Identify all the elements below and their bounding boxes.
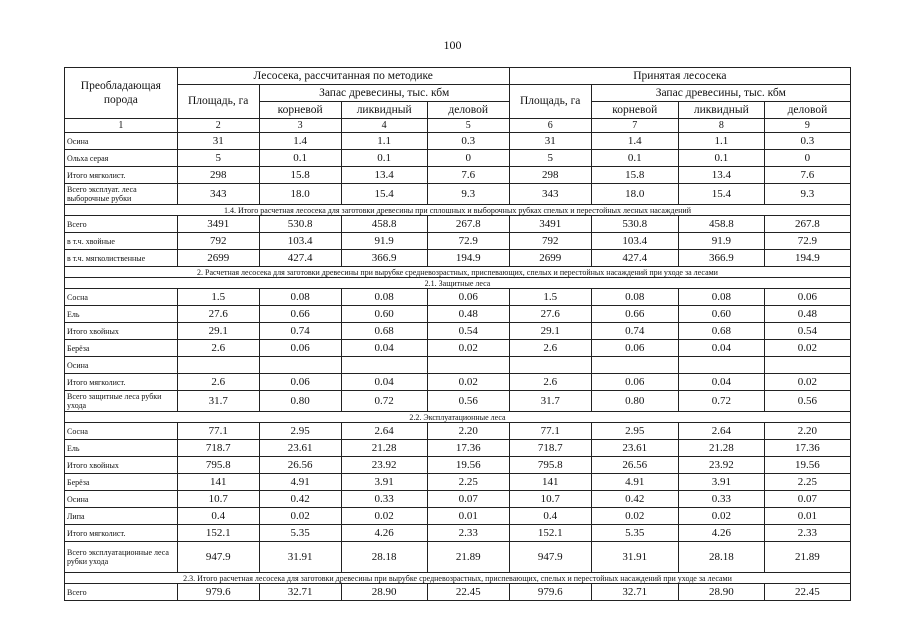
- table-row: [65, 250, 851, 267]
- row-label: в т.ч. хвойные: [65, 233, 178, 250]
- table-cell: 2.64: [678, 423, 764, 440]
- table-cell: 298: [509, 167, 591, 184]
- table-cell: 0.01: [764, 508, 850, 525]
- section-row: [65, 278, 851, 289]
- row-label: Всего эксплуат. леса выборочные рубки: [65, 184, 178, 205]
- table-cell: 9.3: [764, 184, 850, 205]
- table-cell: 0.07: [764, 491, 850, 508]
- column-number: 6: [509, 119, 591, 133]
- table-cell: 458.8: [678, 216, 764, 233]
- row-label: Осина: [65, 491, 178, 508]
- table-cell: 18.0: [591, 184, 678, 205]
- table-cell: 0.72: [678, 391, 764, 412]
- table-row: [65, 306, 851, 323]
- table-cell: 0.02: [678, 508, 764, 525]
- table-cell: 1.4: [259, 133, 341, 150]
- table-cell: 530.8: [591, 216, 678, 233]
- table-cell: 0.74: [259, 323, 341, 340]
- table-row: [65, 357, 851, 374]
- table-row: [65, 167, 851, 184]
- table-row: [65, 133, 851, 150]
- table-cell: [341, 357, 427, 374]
- table-row: [65, 391, 851, 412]
- table-cell: 1.4: [591, 133, 678, 150]
- page-number: 100: [443, 38, 462, 52]
- table-cell: 0.06: [427, 289, 509, 306]
- table-cell: 3491: [509, 216, 591, 233]
- table-cell: 0.02: [591, 508, 678, 525]
- table-cell: 0.4: [177, 508, 259, 525]
- row-label: Ель: [65, 306, 178, 323]
- table-cell: 2.64: [341, 423, 427, 440]
- table-cell: 0.04: [678, 340, 764, 357]
- row-label: Всего защитные леса рубки ухода: [65, 391, 178, 412]
- row-label: Ольха серая: [65, 150, 178, 167]
- header-business-calc: деловой: [427, 102, 509, 119]
- table-cell: 32.71: [259, 584, 341, 601]
- table-cell: 0.07: [427, 491, 509, 508]
- table-cell: 298: [177, 167, 259, 184]
- table-cell: 2699: [509, 250, 591, 267]
- table-cell: 0.60: [678, 306, 764, 323]
- row-label: Итого хвойных: [65, 457, 178, 474]
- table-cell: 343: [177, 184, 259, 205]
- table-cell: 4.91: [591, 474, 678, 491]
- header-liquid-accepted: ликвидный: [678, 102, 764, 119]
- table-cell: 3.91: [678, 474, 764, 491]
- table-cell: 0.68: [678, 323, 764, 340]
- section-title: 2.2. Эксплуатационные леса: [65, 412, 851, 423]
- row-label: Всего: [65, 584, 178, 601]
- table-cell: 15.4: [341, 184, 427, 205]
- table-cell: 0.1: [341, 150, 427, 167]
- row-label: Берёза: [65, 474, 178, 491]
- table-cell: 13.4: [678, 167, 764, 184]
- table-cell: 0.48: [427, 306, 509, 323]
- table-row: [65, 542, 851, 573]
- table-cell: 947.9: [177, 542, 259, 573]
- table-cell: 4.26: [341, 525, 427, 542]
- table-row: [65, 474, 851, 491]
- table-row: [65, 340, 851, 357]
- table-cell: 0.80: [591, 391, 678, 412]
- table-cell: 718.7: [509, 440, 591, 457]
- table-cell: 979.6: [509, 584, 591, 601]
- table-cell: 795.8: [509, 457, 591, 474]
- table-cell: 0.33: [341, 491, 427, 508]
- column-number: 1: [65, 119, 178, 133]
- table-cell: 0: [764, 150, 850, 167]
- table-cell: 0.01: [427, 508, 509, 525]
- table-cell: 0.02: [427, 374, 509, 391]
- table-cell: 31: [509, 133, 591, 150]
- table-cell: 2.25: [427, 474, 509, 491]
- row-label: Всего: [65, 216, 178, 233]
- table-cell: 21.28: [341, 440, 427, 457]
- table-cell: 17.36: [764, 440, 850, 457]
- table-cell: 0.74: [591, 323, 678, 340]
- table-cell: 792: [509, 233, 591, 250]
- column-number: 8: [678, 119, 764, 133]
- table-cell: 0.08: [341, 289, 427, 306]
- table-cell: 0.42: [591, 491, 678, 508]
- table-cell: 19.56: [764, 457, 850, 474]
- table-cell: 26.56: [259, 457, 341, 474]
- table-cell: [764, 357, 850, 374]
- table-cell: 343: [509, 184, 591, 205]
- table-cell: 22.45: [427, 584, 509, 601]
- header-root-calc: корневой: [259, 102, 341, 119]
- table-cell: 28.90: [341, 584, 427, 601]
- section-title: 1.4. Итого расчетная лесосека для заготовки древесины при сплошных и выборочных рубках спелых и перестойных лесных насаждений: [65, 205, 851, 216]
- table-cell: 0.02: [427, 340, 509, 357]
- table-cell: 0.04: [678, 374, 764, 391]
- column-number: 5: [427, 119, 509, 133]
- table-cell: 23.61: [591, 440, 678, 457]
- table-cell: 5.35: [591, 525, 678, 542]
- table-cell: 0.72: [341, 391, 427, 412]
- table-cell: 29.1: [509, 323, 591, 340]
- table-cell: 31.7: [509, 391, 591, 412]
- table-cell: 0.66: [259, 306, 341, 323]
- table-cell: 1.1: [678, 133, 764, 150]
- table-cell: 1.5: [509, 289, 591, 306]
- table-cell: 15.8: [591, 167, 678, 184]
- table-row: [65, 289, 851, 306]
- table-cell: 2.25: [764, 474, 850, 491]
- table-cell: 0.4: [509, 508, 591, 525]
- table-cell: 28.18: [341, 542, 427, 573]
- section-row: [65, 412, 851, 423]
- table-cell: 31.91: [259, 542, 341, 573]
- table-cell: 530.8: [259, 216, 341, 233]
- table-cell: 0.56: [427, 391, 509, 412]
- table-cell: 77.1: [177, 423, 259, 440]
- table-cell: 32.71: [591, 584, 678, 601]
- header-stock-accepted: Запас древесины, тыс. кбм: [591, 85, 850, 102]
- row-label: Берёза: [65, 340, 178, 357]
- table-cell: 0.3: [427, 133, 509, 150]
- table-cell: [259, 357, 341, 374]
- table-cell: 103.4: [591, 233, 678, 250]
- table-cell: 0.06: [259, 374, 341, 391]
- section-title: 2.1. Защитные леса: [65, 278, 851, 289]
- table-cell: 1.5: [177, 289, 259, 306]
- table-cell: 427.4: [591, 250, 678, 267]
- table-cell: 15.8: [259, 167, 341, 184]
- table-cell: 0.02: [764, 340, 850, 357]
- table-cell: 718.7: [177, 440, 259, 457]
- table-cell: 5.35: [259, 525, 341, 542]
- table-cell: 4.26: [678, 525, 764, 542]
- table-row: [65, 374, 851, 391]
- table-cell: 141: [177, 474, 259, 491]
- table-cell: 2.6: [509, 374, 591, 391]
- table-cell: [509, 357, 591, 374]
- table-cell: 0.06: [591, 340, 678, 357]
- table-cell: 4.91: [259, 474, 341, 491]
- table-row: [65, 423, 851, 440]
- table-cell: 9.3: [427, 184, 509, 205]
- table-cell: 0.3: [764, 133, 850, 150]
- table-cell: 29.1: [177, 323, 259, 340]
- table-cell: 0.80: [259, 391, 341, 412]
- table-cell: 21.28: [678, 440, 764, 457]
- column-number-row: [65, 119, 851, 133]
- table-cell: 10.7: [509, 491, 591, 508]
- table-cell: 152.1: [177, 525, 259, 542]
- table-cell: 0.02: [259, 508, 341, 525]
- table-cell: 1.1: [341, 133, 427, 150]
- row-label: в т.ч. мягколиственные: [65, 250, 178, 267]
- table-cell: 31.91: [591, 542, 678, 573]
- table-cell: 27.6: [177, 306, 259, 323]
- column-number: 2: [177, 119, 259, 133]
- column-number: 3: [259, 119, 341, 133]
- table-cell: 17.36: [427, 440, 509, 457]
- table-cell: 152.1: [509, 525, 591, 542]
- header-accepted-cut: Принятая лесосека: [509, 68, 850, 85]
- table-cell: 103.4: [259, 233, 341, 250]
- table-cell: 947.9: [509, 542, 591, 573]
- row-label: Итого мягколист.: [65, 525, 178, 542]
- table-cell: 0.06: [764, 289, 850, 306]
- table-cell: 0.06: [259, 340, 341, 357]
- table-cell: 3.91: [341, 474, 427, 491]
- table-cell: 23.61: [259, 440, 341, 457]
- table-cell: 366.9: [341, 250, 427, 267]
- table-cell: 0.68: [341, 323, 427, 340]
- table-row: [65, 440, 851, 457]
- table-cell: 21.89: [764, 542, 850, 573]
- table-cell: 23.92: [678, 457, 764, 474]
- table-row: [65, 323, 851, 340]
- table-cell: 26.56: [591, 457, 678, 474]
- row-label: Сосна: [65, 289, 178, 306]
- table-row: [65, 525, 851, 542]
- table-row: [65, 216, 851, 233]
- table-cell: [427, 357, 509, 374]
- table-cell: 2.95: [591, 423, 678, 440]
- table-cell: 0.02: [341, 508, 427, 525]
- table-row: [65, 184, 851, 205]
- section-row: [65, 267, 851, 278]
- header-business-accepted: деловой: [764, 102, 850, 119]
- table-cell: [591, 357, 678, 374]
- table-cell: [177, 357, 259, 374]
- table-cell: 427.4: [259, 250, 341, 267]
- table-cell: 0.04: [341, 340, 427, 357]
- row-label: Осина: [65, 357, 178, 374]
- table-cell: 0.33: [678, 491, 764, 508]
- header-liquid-calc: ликвидный: [341, 102, 427, 119]
- header-species: Преобладающая порода: [65, 68, 178, 119]
- table-cell: 0.1: [259, 150, 341, 167]
- table-cell: 72.9: [764, 233, 850, 250]
- table-cell: 141: [509, 474, 591, 491]
- table-cell: 5: [509, 150, 591, 167]
- table-cell: 0.1: [678, 150, 764, 167]
- table-cell: 194.9: [764, 250, 850, 267]
- table-cell: 77.1: [509, 423, 591, 440]
- table-cell: 2.95: [259, 423, 341, 440]
- table-cell: 15.4: [678, 184, 764, 205]
- header-stock-calc: Запас древесины, тыс. кбм: [259, 85, 509, 102]
- header-calculated-cut: Лесосека, рассчитанная по методике: [177, 68, 509, 85]
- table-cell: 0.60: [341, 306, 427, 323]
- section-row: [65, 205, 851, 216]
- table-cell: 267.8: [764, 216, 850, 233]
- section-title: 2. Расчетная лесосека для заготовки древесины при вырубке средневозрастных, приспевающих, спелых и перестойных насаждений при уходе за лесами: [65, 267, 851, 278]
- table-cell: 31.7: [177, 391, 259, 412]
- table-cell: 0.08: [591, 289, 678, 306]
- header-root-accepted: корневой: [591, 102, 678, 119]
- table-cell: [678, 357, 764, 374]
- header-area-accepted: Площадь, га: [509, 85, 591, 119]
- table-cell: 2.6: [509, 340, 591, 357]
- table-row: [65, 584, 851, 601]
- table-cell: 0.08: [678, 289, 764, 306]
- table-cell: 2.6: [177, 340, 259, 357]
- table-cell: 7.6: [764, 167, 850, 184]
- row-label: Сосна: [65, 423, 178, 440]
- section-row: [65, 573, 851, 584]
- table-cell: 0.56: [764, 391, 850, 412]
- allowable-cut-table: [64, 67, 851, 601]
- row-label: Итого мягколист.: [65, 167, 178, 184]
- table-cell: 23.92: [341, 457, 427, 474]
- table-cell: 0.42: [259, 491, 341, 508]
- column-number: 4: [341, 119, 427, 133]
- table-cell: 0: [427, 150, 509, 167]
- table-cell: 267.8: [427, 216, 509, 233]
- table-cell: 10.7: [177, 491, 259, 508]
- column-number: 9: [764, 119, 850, 133]
- row-label: Итого мягколист.: [65, 374, 178, 391]
- section-title: 2.3. Итого расчетная лесосека для заготовки древесины при вырубке средневозрастных, приспевающих, спелых и перестойных насаждений при уходе за лесами: [65, 573, 851, 584]
- table-cell: 979.6: [177, 584, 259, 601]
- row-label: Итого хвойных: [65, 323, 178, 340]
- table-cell: 91.9: [678, 233, 764, 250]
- table-cell: 0.66: [591, 306, 678, 323]
- table-cell: 2.6: [177, 374, 259, 391]
- row-label: Ель: [65, 440, 178, 457]
- column-number: 7: [591, 119, 678, 133]
- table-cell: 0.54: [764, 323, 850, 340]
- table-cell: 0.02: [764, 374, 850, 391]
- table-cell: 2.33: [427, 525, 509, 542]
- table-cell: 2.20: [427, 423, 509, 440]
- table-cell: 458.8: [341, 216, 427, 233]
- table-cell: 0.04: [341, 374, 427, 391]
- table-cell: 22.45: [764, 584, 850, 601]
- table-cell: 2.20: [764, 423, 850, 440]
- table-cell: 27.6: [509, 306, 591, 323]
- table-cell: 91.9: [341, 233, 427, 250]
- table-cell: 792: [177, 233, 259, 250]
- table-cell: 2699: [177, 250, 259, 267]
- table-row: [65, 233, 851, 250]
- table-row: [65, 150, 851, 167]
- table-cell: 28.90: [678, 584, 764, 601]
- table-cell: 31: [177, 133, 259, 150]
- table-row: [65, 457, 851, 474]
- table-cell: 5: [177, 150, 259, 167]
- table-cell: 28.18: [678, 542, 764, 573]
- table-cell: 795.8: [177, 457, 259, 474]
- row-label: Всего эксплуатационные леса рубки ухода: [65, 542, 178, 573]
- table-body: [65, 133, 851, 601]
- table-cell: 21.89: [427, 542, 509, 573]
- table-cell: 2.33: [764, 525, 850, 542]
- row-label: Осина: [65, 133, 178, 150]
- table-cell: 0.48: [764, 306, 850, 323]
- header-area-calc: Площадь, га: [177, 85, 259, 119]
- table-row: [65, 508, 851, 525]
- table-cell: 0.08: [259, 289, 341, 306]
- table-cell: 3491: [177, 216, 259, 233]
- table-cell: 19.56: [427, 457, 509, 474]
- table-cell: 72.9: [427, 233, 509, 250]
- table-cell: 194.9: [427, 250, 509, 267]
- row-label: Липа: [65, 508, 178, 525]
- table-cell: 0.54: [427, 323, 509, 340]
- table-cell: 7.6: [427, 167, 509, 184]
- table-cell: 0.06: [591, 374, 678, 391]
- table-cell: 0.1: [591, 150, 678, 167]
- table-row: [65, 491, 851, 508]
- table-cell: 366.9: [678, 250, 764, 267]
- table-cell: 13.4: [341, 167, 427, 184]
- table-cell: 18.0: [259, 184, 341, 205]
